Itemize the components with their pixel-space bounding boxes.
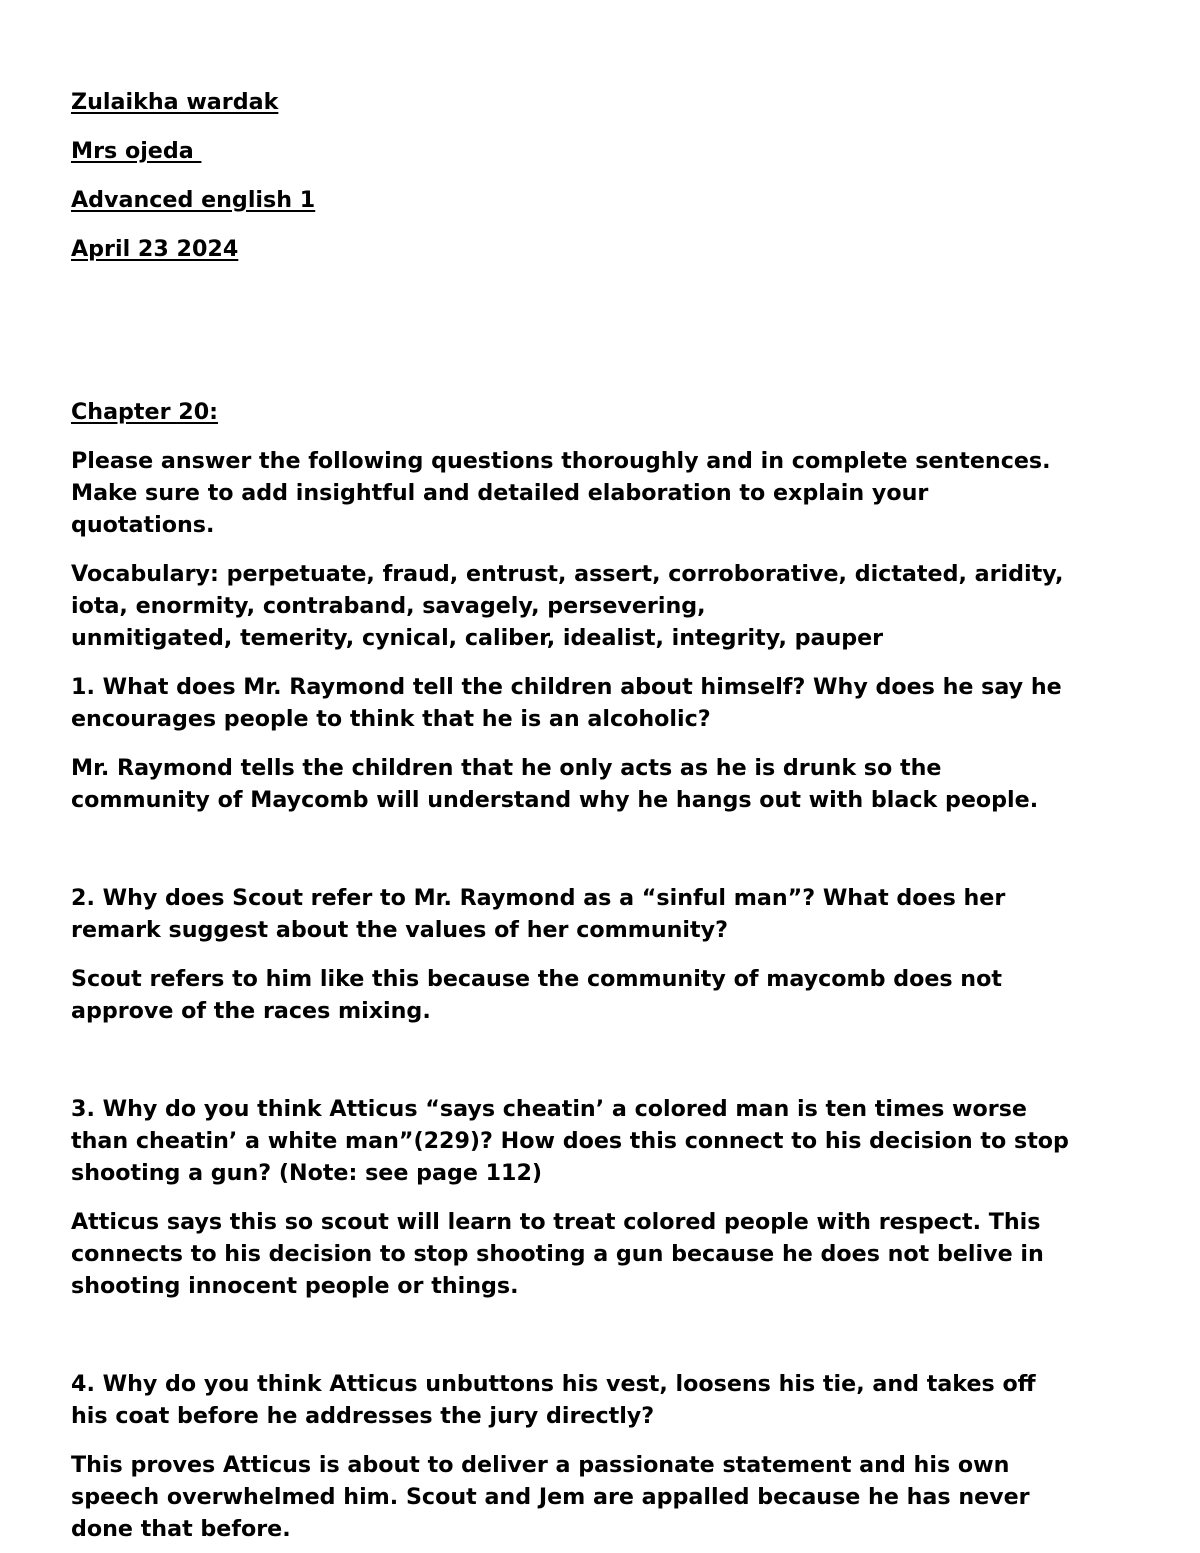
question-line: 2. Why does Scout refer to Mr. Raymond as a “sinful man”? What does her <box>71 885 1006 911</box>
answer-4 <box>71 1449 1141 1545</box>
student-name: Zulaikha wardak <box>71 89 279 115</box>
question-line: 1. What does Mr. Raymond tell the children about himself? Why does he say he <box>71 674 1062 700</box>
question-4 <box>71 1368 1141 1432</box>
question-line: shooting a gun? (Note: see page 112) <box>71 1160 543 1186</box>
teacher-name: Mrs ojeda <box>71 138 202 164</box>
answer-line: Atticus says this so scout will learn to treat colored people with respect. This <box>71 1209 1041 1235</box>
question-line: 4. Why do you think Atticus unbuttons his vest, loosens his tie, and takes off <box>71 1371 1036 1397</box>
answer-line: community of Maycomb will understand why he hangs out with black people. <box>71 787 1039 813</box>
vocabulary-paragraph <box>71 558 1141 654</box>
answer-line: Scout refers to him like this because the community of maycomb does not <box>71 966 1002 992</box>
answer-line: approve of the races mixing. <box>71 998 431 1024</box>
document-date: April 23 2024 <box>71 236 239 262</box>
chapter-heading: Chapter 20: <box>71 399 219 425</box>
instructions-line: Make sure to add insightful and detailed elaboration to explain your <box>71 480 929 506</box>
answer-2 <box>71 963 1141 1027</box>
question-2 <box>71 882 1141 946</box>
answer-line: Mr. Raymond tells the children that he only acts as he is drunk so the <box>71 755 942 781</box>
document-page <box>71 86 1141 1545</box>
answer-1 <box>71 752 1141 816</box>
instructions-line: Please answer the following questions thoroughly and in complete sentences. <box>71 448 1051 474</box>
answer-line: connects to his decision to stop shooting a gun because he does not belive in <box>71 1241 1044 1267</box>
instructions-paragraph <box>71 445 1141 541</box>
question-line: than cheatin’ a white man”(229)? How does this connect to his decision to stop <box>71 1128 1069 1154</box>
header-spacer <box>71 282 1141 396</box>
instructions-line: quotations. <box>71 512 215 538</box>
answer-line: This proves Atticus is about to deliver a passionate statement and his own <box>71 1452 1010 1478</box>
question-3 <box>71 1093 1141 1189</box>
vocabulary-line: unmitigated, temerity, cynical, caliber, idealist, integrity, pauper <box>71 625 884 651</box>
course-name: Advanced english 1 <box>71 187 316 213</box>
vocabulary-line: iota, enormity, contraband, savagely, persevering, <box>71 593 706 619</box>
answer-line: done that before. <box>71 1516 291 1542</box>
question-line: encourages people to think that he is an alcoholic? <box>71 706 711 732</box>
question-1 <box>71 671 1141 735</box>
answer-line: speech overwhelmed him. Scout and Jem are appalled because he has never <box>71 1484 1030 1510</box>
answer-3 <box>71 1206 1141 1302</box>
vocabulary-line: Vocabulary: perpetuate, fraud, entrust, assert, corroborative, dictated, aridity, <box>71 561 1064 587</box>
question-line: remark suggest about the values of her community? <box>71 917 728 943</box>
question-line: his coat before he addresses the jury directly? <box>71 1403 655 1429</box>
answer-line: shooting innocent people or things. <box>71 1273 519 1299</box>
question-line: 3. Why do you think Atticus “says cheatin’ a colored man is ten times worse <box>71 1096 1027 1122</box>
